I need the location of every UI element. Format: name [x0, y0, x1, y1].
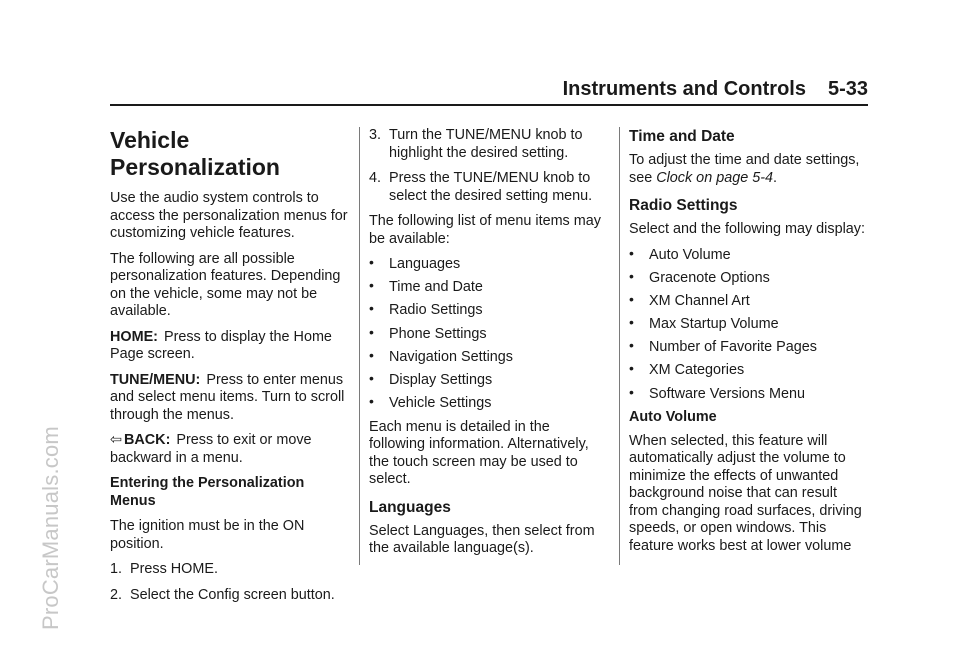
step-number: 4. — [369, 170, 382, 186]
step-number: 1. — [110, 561, 123, 577]
back-desc: Press to exit or move backward in a menu. — [110, 432, 312, 466]
detail-note: Each menu is detailed in the following information. Alternatively, the touch screen may be used to select. — [369, 418, 589, 488]
intro-paragraph: Use the audio system controls to access the personalization menus for customizing vehicle features. — [110, 190, 348, 241]
time-desc-text: To adjust the time and date settings, see — [629, 152, 860, 186]
clock-page-link[interactable]: Clock on page 5-4 — [656, 169, 774, 186]
menu-item-text: Display Settings — [389, 371, 493, 388]
radio-items-list — [629, 244, 869, 404]
menu-item-text: Time and Date — [389, 279, 483, 296]
bullet-icon: • — [629, 267, 634, 284]
watermark: ProCarManuals.com — [38, 426, 63, 630]
radio-settings-desc: Select and the following may display: — [629, 221, 865, 237]
back-arrow-icon: ⇦ — [110, 432, 123, 448]
bullet-icon: • — [629, 383, 634, 400]
list-item — [369, 395, 609, 413]
step-number: 2. — [110, 586, 123, 603]
page-title: Vehicle Personalization — [110, 127, 280, 180]
home-term: HOME: — [110, 328, 158, 345]
tune-entry — [110, 372, 350, 425]
steps-list-2 — [369, 127, 609, 205]
time-date-desc — [629, 152, 869, 187]
radio-settings-heading: Radio Settings — [629, 197, 738, 214]
home-desc: Press to display the Home Page screen. — [110, 328, 332, 362]
column-3 — [629, 127, 869, 563]
bullet-icon: • — [369, 369, 374, 386]
list-item — [369, 369, 609, 390]
back-term: BACK: — [124, 432, 171, 448]
auto-volume-subheading: Auto Volume — [629, 409, 717, 426]
bullet-icon: • — [629, 360, 634, 377]
list-item — [629, 244, 869, 265]
menu-item-text: Phone Settings — [389, 325, 487, 342]
header-text — [563, 78, 868, 101]
list-item — [369, 323, 609, 344]
list-item — [369, 127, 609, 162]
step-text: Select the Config screen button. — [130, 586, 335, 603]
list-item — [110, 561, 350, 579]
page-number: 5-33 — [827, 78, 868, 100]
tune-term: TUNE/MENU: — [110, 371, 201, 388]
section-title: Instruments and Controls — [562, 78, 806, 100]
list-item — [629, 316, 869, 334]
menu-item-text: Radio Settings — [389, 302, 483, 319]
bullet-icon: • — [369, 277, 374, 294]
column-divider-2 — [619, 127, 620, 565]
entering-subheading: Entering the Personalization Menus — [110, 475, 305, 509]
step-number: 3. — [369, 127, 382, 143]
bullet-icon: • — [369, 323, 374, 340]
auto-volume-desc: When selected, this feature will automatically adjust the volume to minimize the effects of unwanted background noise that can result from changing road surfaces, driving speeds, or open windows. This feature works best at lower volume — [629, 432, 862, 554]
menu-item-text: Vehicle Settings — [389, 395, 492, 412]
list-item — [629, 362, 869, 380]
bullet-icon: • — [369, 254, 374, 270]
languages-desc: Select Languages, then select from the available language(s). — [369, 522, 595, 557]
list-item — [369, 346, 609, 367]
bullet-icon: • — [629, 244, 634, 261]
column-2 — [369, 127, 609, 566]
step-text: Press HOME. — [130, 561, 218, 577]
list-item — [629, 267, 869, 288]
tune-desc: Press to enter menus and select menu items. Turn to scroll through the menus. — [110, 371, 345, 423]
list-item — [110, 587, 350, 605]
menu-item-text: Navigation Settings — [389, 348, 513, 365]
column-divider-1 — [359, 127, 360, 565]
bullet-icon: • — [369, 300, 374, 317]
bullet-icon: • — [629, 337, 634, 354]
bullet-icon: • — [629, 290, 634, 307]
menu-items-list — [369, 256, 609, 413]
time-desc-end: . — [773, 169, 778, 186]
step-text: Turn the TUNE/MENU knob to highlight the desired setting. — [389, 127, 583, 161]
list-item — [629, 339, 869, 357]
radio-item-text: Software Versions Menu — [649, 385, 805, 402]
list-item — [369, 256, 609, 274]
radio-item-text: XM Categories — [649, 362, 745, 379]
list-item — [629, 290, 869, 311]
languages-heading: Languages — [369, 498, 451, 516]
radio-item-text: Max Startup Volume — [649, 316, 779, 333]
menu-item-text: Languages — [389, 256, 461, 272]
radio-item-text: Number of Favorite Pages — [649, 339, 817, 356]
list-item — [369, 170, 609, 205]
bullet-icon: • — [369, 346, 374, 363]
radio-item-text: Auto Volume — [649, 246, 731, 263]
steps-list-1 — [110, 561, 350, 604]
possible-paragraph: The following are all possible personalization features. Depending on the vehicle, some may not be available. — [110, 250, 341, 319]
ignition-paragraph: The ignition must be in the ON position. — [110, 518, 305, 552]
back-entry — [110, 432, 350, 467]
radio-item-text: Gracenote Options — [649, 269, 770, 286]
list-item — [369, 279, 609, 297]
list-item — [369, 302, 609, 320]
menu-list-intro: The following list of menu items may be available: — [369, 213, 601, 247]
step-text: Press the TUNE/MENU knob to select the desired setting menu. — [389, 170, 593, 204]
time-date-heading: Time and Date — [629, 128, 735, 145]
page-header — [110, 76, 868, 106]
list-item — [629, 383, 869, 404]
bullet-icon: • — [629, 314, 634, 331]
radio-item-text: XM Channel Art — [649, 292, 750, 309]
bullet-icon: • — [369, 393, 374, 410]
column-1 — [110, 127, 350, 612]
home-entry — [110, 329, 350, 364]
